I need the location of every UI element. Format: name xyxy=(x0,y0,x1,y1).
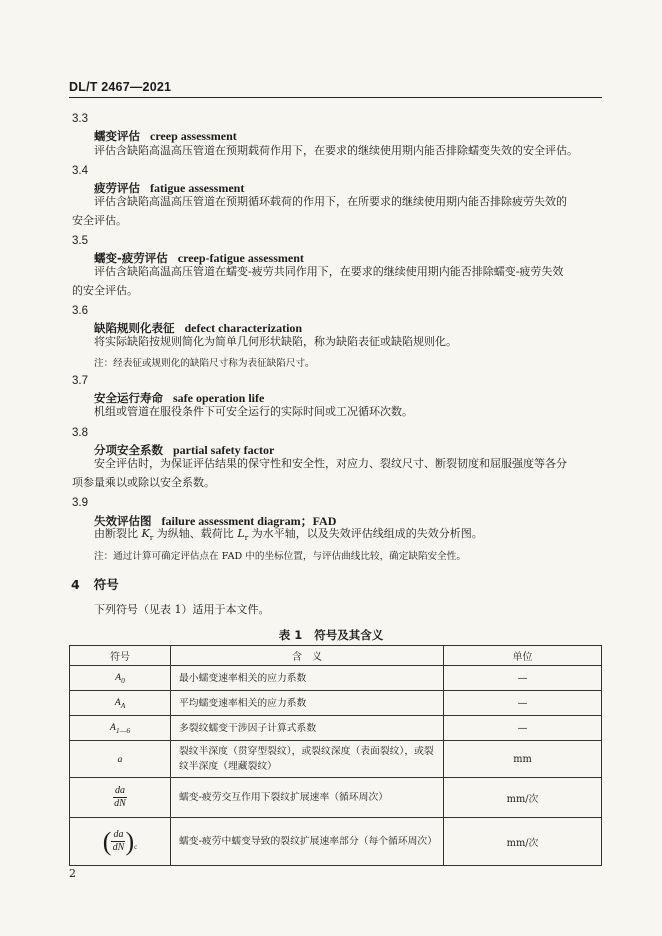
section-number: 3.6 xyxy=(72,305,88,317)
term-cn: 疲劳评估 xyxy=(94,181,140,195)
term-en: defect characterization xyxy=(184,321,303,335)
term-cn: 蠕变评估 xyxy=(94,129,140,143)
term-note: 注：经表征或规则化的缺陷尺寸称为表征缺陷尺寸。 xyxy=(94,358,315,369)
section-number: 3.7 xyxy=(72,375,88,387)
term-definition-cont: 的安全评估。 xyxy=(72,284,138,297)
table-caption-title: 符号及其含义 xyxy=(314,628,384,642)
term-en: partial safety factor xyxy=(173,443,275,457)
term-en: failure assessment diagram；FAD xyxy=(161,514,337,528)
table-row xyxy=(70,741,602,778)
header-symbol: 符号 xyxy=(70,646,171,666)
table-row xyxy=(70,778,602,818)
term-definition: 机组或管道在服役条件下可安全运行的实际时间或工况循环次数。 xyxy=(94,405,413,418)
section-number: 3.8 xyxy=(72,427,88,439)
term-en: creep-fatigue assessment xyxy=(177,251,304,265)
meaning-cell: 蠕变-疲劳中蠕变导致的裂纹扩展速率部分（每个循环周次） xyxy=(171,818,444,866)
fraction-symbol: $\frac{da}{dN}$ xyxy=(114,785,126,809)
symbol-cell: $A_0$ xyxy=(70,666,171,691)
table-row xyxy=(70,818,602,866)
header-rule xyxy=(69,97,602,98)
meaning-cell: 最小蠕变速率相关的应力系数 xyxy=(171,666,444,691)
term-definition: 评估含缺陷高温高压管道在蠕变-疲劳共同作用下，在要求的继续使用期内能否排除蠕变-疲劳失效 xyxy=(94,265,564,278)
symbol-cell: a xyxy=(70,741,171,778)
term-cn: 蠕变-疲劳评估 xyxy=(94,251,168,265)
header-unit: 单位 xyxy=(444,646,602,666)
term-definition: 安全评估时，为保证评估结果的保守性和安全性，对应力、裂纹尺寸、断裂韧度和屈服强度等各分 xyxy=(94,457,567,470)
term-definition-cont: 项参量乘以或除以安全系数。 xyxy=(72,476,215,489)
term-cn: 缺陷规则化表征 xyxy=(94,321,175,335)
meaning-cell: 多裂纹蠕变干涉因子计算式系数 xyxy=(171,716,444,741)
term-note: 注：通过计算可确定评估点在 FAD 中的坐标位置，与评估曲线比较，确定缺陷安全性。 xyxy=(94,551,466,562)
header-meaning: 含 义 xyxy=(171,646,444,666)
term-en: safe operation life xyxy=(173,391,265,405)
term-en: creep assessment xyxy=(150,129,237,143)
section-number: 3.4 xyxy=(72,165,88,177)
meaning-cell: 裂纹半深度（贯穿型裂纹），或裂纹深度（表面裂纹），或裂纹半深度（埋藏裂纹） xyxy=(171,741,444,778)
term-cn: 安全运行寿命 xyxy=(94,391,163,405)
term-definition-cont: 安全评估。 xyxy=(72,214,127,227)
page-number: 2 xyxy=(69,867,76,880)
symbol-cell: $A_A$ xyxy=(70,691,171,716)
term-cn: 分项安全系数 xyxy=(94,443,163,457)
table-header-row xyxy=(70,646,602,666)
meaning-cell: 蠕变-疲劳交互作用下裂纹扩展速率（循环周次） xyxy=(171,778,444,818)
table-row xyxy=(70,691,602,716)
table-caption xyxy=(0,627,662,643)
chapter-number: 4 xyxy=(71,577,80,592)
table-row xyxy=(70,666,602,691)
unit-cell: mm/次 xyxy=(444,778,602,818)
unit-cell: — xyxy=(444,716,602,741)
section-number: 3.3 xyxy=(72,113,88,125)
standard-code: DL/T 2467—2021 xyxy=(69,80,172,94)
term-definition: 由断裂比 $K_r$ 为纵轴、载荷比 $L_r$ 为水平轴，以及失效评估线组成的失效分析图。 xyxy=(94,527,483,543)
table-caption-number: 表 1 xyxy=(278,628,303,642)
section-number: 3.5 xyxy=(72,235,88,247)
chapter-heading xyxy=(71,575,119,593)
meaning-cell: 平均蠕变速率相关的应力系数 xyxy=(171,691,444,716)
unit-cell: — xyxy=(444,666,602,691)
term-en: fatigue assessment xyxy=(150,181,245,195)
symbol-table xyxy=(69,645,602,866)
term-definition: 将实际缺陷按规则简化为简单几何形状缺陷，称为缺陷表征或缺陷规则化。 xyxy=(94,335,457,348)
section-number: 3.9 xyxy=(72,497,88,509)
symbol-cell xyxy=(70,778,171,818)
unit-cell: mm xyxy=(444,741,602,778)
term-cn: 失效评估图 xyxy=(94,514,152,528)
symbol-cell xyxy=(70,818,171,866)
chapter-title: 符号 xyxy=(93,577,119,592)
parenthesized-fraction-symbol: ( $\frac{da}{dN}$ ) $_c$ xyxy=(102,826,138,856)
symbol-cell: $A_{1—6}$ xyxy=(70,716,171,741)
term-definition: 评估含缺陷高温高压管道在预期循环载荷的作用下，在所要求的继续使用期内能否排除疲劳失效的 xyxy=(94,195,567,208)
unit-cell: — xyxy=(444,691,602,716)
term-definition: 评估含缺陷高温高压管道在预期载荷作用下，在要求的继续使用期内能否排除蠕变失效的安全评估。 xyxy=(94,144,578,157)
chapter-intro: 下列符号（见表 1）适用于本文件。 xyxy=(94,603,270,616)
table-row xyxy=(70,716,602,741)
unit-cell: mm/次 xyxy=(444,818,602,866)
